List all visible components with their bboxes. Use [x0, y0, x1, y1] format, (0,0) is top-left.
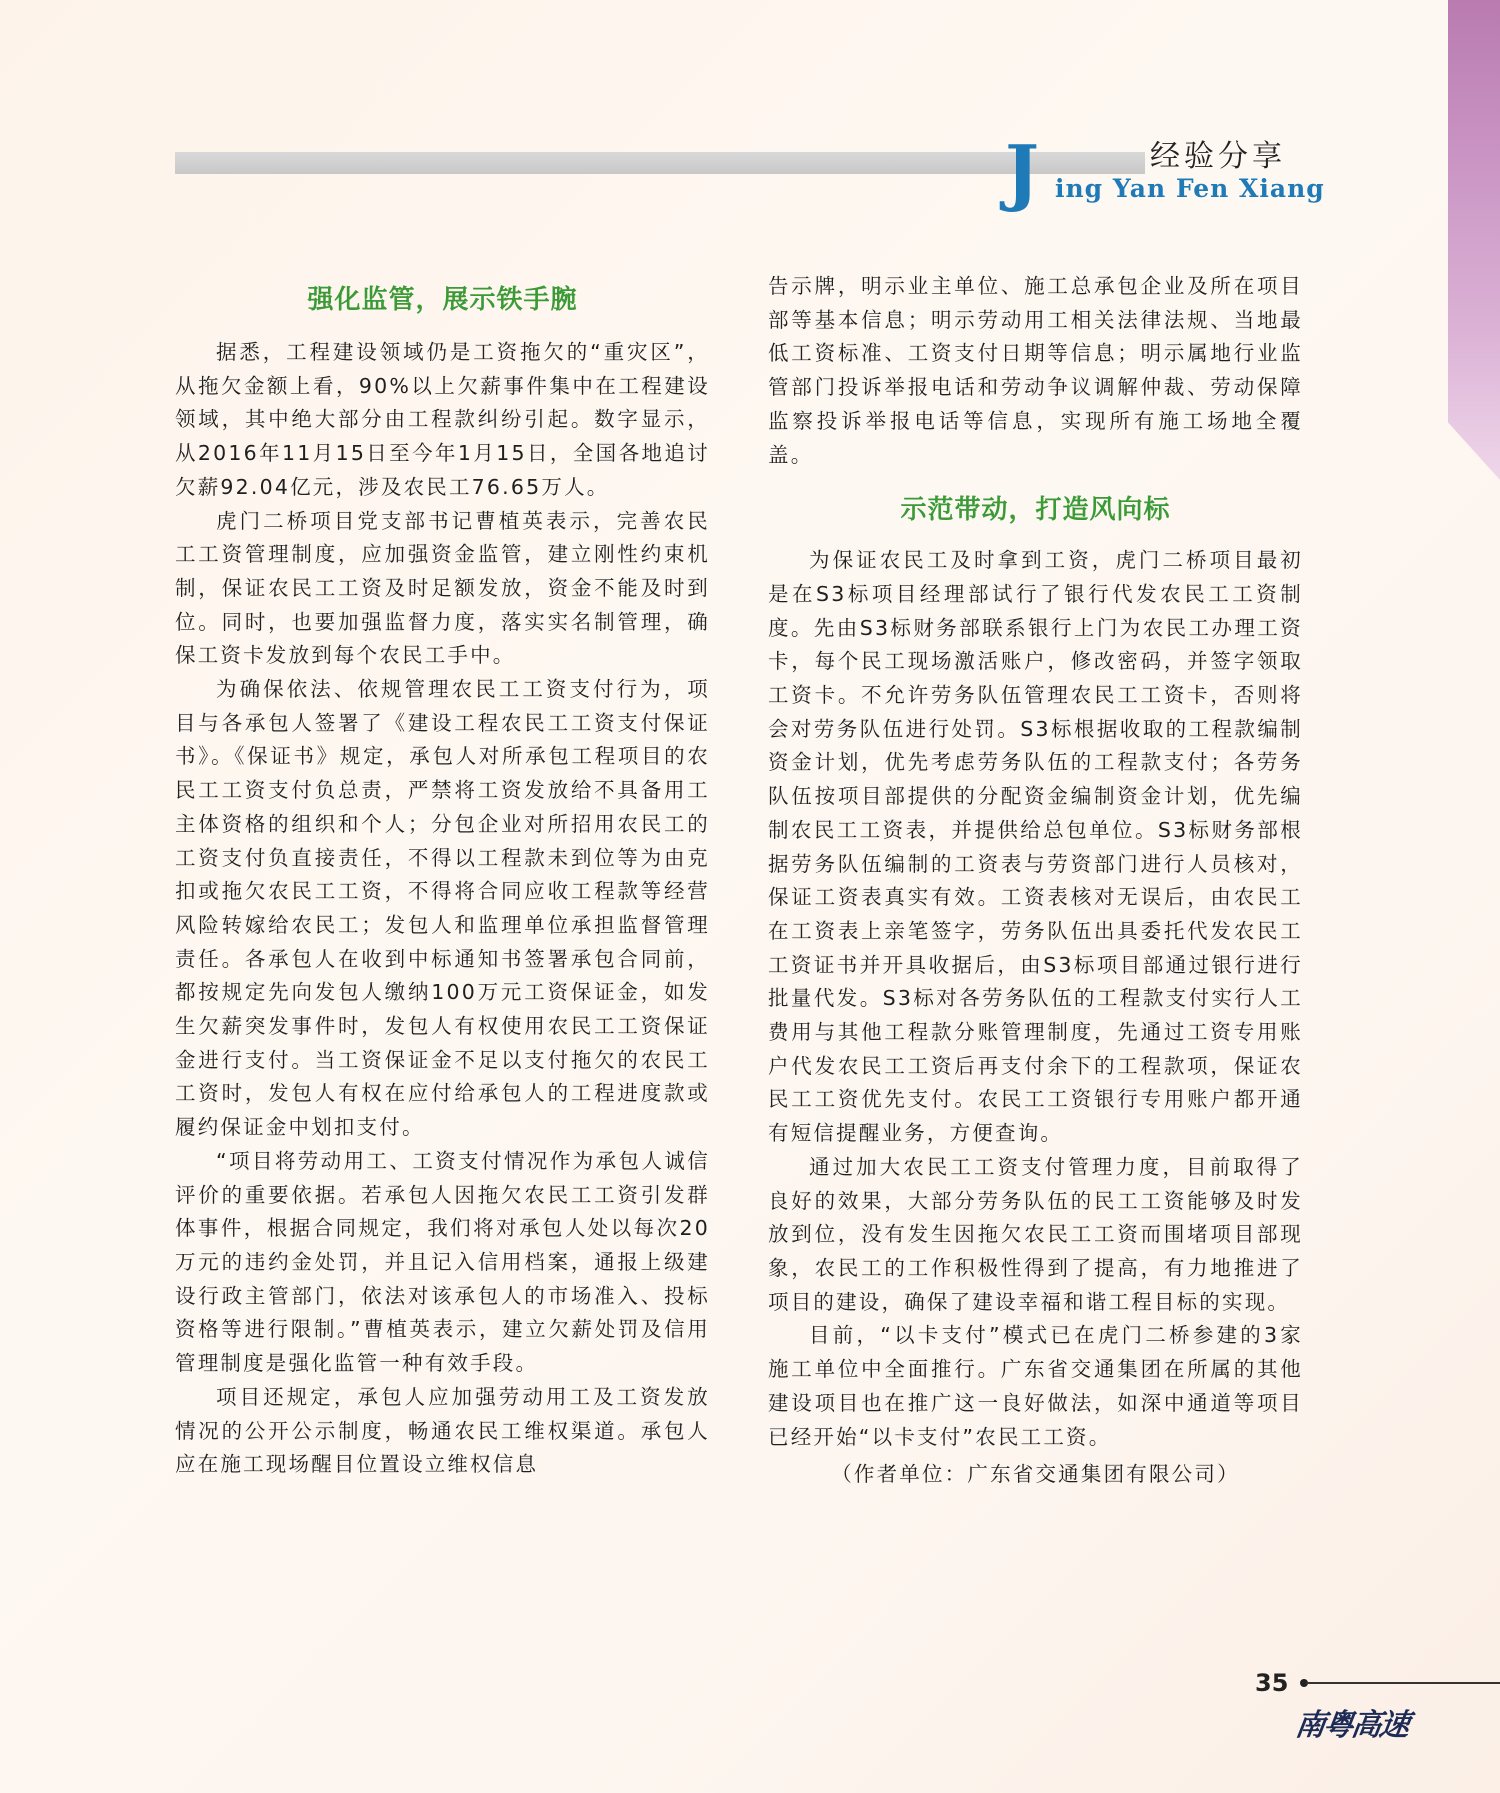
paragraph: 为保证农民工及时拿到工资，虎门二桥项目最初是在S3标项目经理部试行了银行代发农民工工资制度。先由S3标财务部联系银行上门为农民工办理工资卡，每个民工现场激活账户，修改密码，并签字领取工资卡。不允许劳务队伍管理农民工工资卡，否则将会对劳务队伍进行处罚。S3标根据收取的工程款编制资金计划，优先考虑劳务队伍的工程款支付；各劳务队伍按项目部提供的分配资金编制资金计划，优先编制农民工工资表，并提供给总包单位。S3标财务部根据劳务队伍编制的工资表与劳资部门进行人员核对，保证工资表真实有效。工资表核对无误后，由农民工在工资表上亲笔签字，劳务队伍出具委托代发农民工工资证书并开具收据后，由S3标项目部通过银行进行批量代发。S3标对各劳务队伍的工程款支付实行人工费用与其他工程款分账管理制度，先通过工资专用账户代发农民工工资后再支付余下的工程款项，保证农民工工资优先支付。农民工工资银行专用账户都开通有短信提醒业务，方便查询。: [768, 548, 1303, 1146]
section-heading-1: 强化监管，展示铁手腕: [307, 285, 578, 315]
left-column: [175, 268, 710, 1482]
section-title: 经验分享: [1150, 139, 1286, 174]
header-j-letter: J: [1005, 129, 1040, 214]
right-column: [768, 270, 1303, 1492]
paragraph: 通过加大农民工工资支付管理力度，目前取得了良好的效果，大部分劳务队伍的民工工资能够及时发放到位，没有发生因拖欠农民工工资而围堵项目部现象，农民工的工作积极性得到了提高，有力地推进了项目的建设，确保了建设幸福和谐工程目标的实现。: [768, 1154, 1303, 1314]
section-pinyin: ing Yan Fen Xiang: [1055, 174, 1325, 203]
magazine-logo: 南粤高速: [1293, 1708, 1410, 1743]
paragraph: 为确保依法、依规管理农民工工资支付行为，项目与各承包人签署了《建设工程农民工工资支付保证书》。《保证书》规定，承包人对所承包工程项目的农民工工资支付负总责，严禁将工资发放给不具备用工主体资格的组织和个人；分包企业对所招用农民工的工资支付负直接责任，不得以工程款未到位等为由克扣或拖欠农民工工资，不得将合同应收工程款等经营风险转嫁给农民工；发包人和监理单位承担监督管理责任。各承包人在收到中标通知书签署承包合同前，都按规定先向发包人缴纳100万元工资保证金，如发生欠薪突发事件时，发包人有权使用农民工工资保证金进行支付。当工资保证金不足以支付拖欠的农民工工资时，发包人有权在应付给承包人的工程进度款或履约保证金中划扣支付。: [175, 677, 710, 1140]
section-heading-2: 示范带动，打造风向标: [900, 495, 1171, 526]
paragraph: “项目将劳动用工、工资支付情况作为承包人诚信评价的重要依据。若承包人因拖欠农民工工资引发群体事件，根据合同规定，我们将对承包人处以每次20万元的违约金处罚，并且记入信用档案，通报上级建设行政主管部门，依法对该承包人的市场准入、投标资格等进行限制。”曹植英表示，建立欠薪处罚及信用管理制度是强化监管一种有效手段。: [175, 1148, 710, 1376]
paragraph: 项目还规定，承包人应加强劳动用工及工资发放情况的公开公示制度，畅通农民工维权渠道。承包人应在施工现场醒目位置设立维权信息: [175, 1384, 710, 1477]
header-bar: [175, 152, 1145, 174]
decorative-side-band: [1448, 0, 1500, 480]
paragraph-continuation: 告示牌，明示业主单位、施工总承包企业及所在项目部等基本信息；明示劳动用工相关法律法规、当地最低工资标准、工资支付日期等信息；明示属地行业监管部门投诉举报电话和劳动争议调解仲裁、劳动保障监察投诉举报电话等信息，实现所有施工场地全覆盖。: [768, 274, 1303, 467]
page-rule: [1306, 1682, 1500, 1684]
author-affiliation: （作者单位：广东省交通集团有限公司）: [831, 1462, 1240, 1487]
paragraph: 虎门二桥项目党支部书记曹植英表示，完善农民工工资管理制度，应加强资金监管，建立刚性约束机制，保证农民工工资及时足额发放，资金不能及时到位。同时，也要加强监督力度，落实实名制管理，确保工资卡发放到每个农民工手中。: [175, 508, 710, 668]
paragraph: 目前，“以卡支付”模式已在虎门二桥参建的3家施工单位中全面推行。广东省交通集团在所属的其他建设项目也在推广这一良好做法，如深中通道等项目已经开始“以卡支付”农民工工资。: [768, 1323, 1303, 1449]
page-number: 35: [1255, 1669, 1289, 1697]
paragraph: 据悉，工程建设领域仍是工资拖欠的“重灾区”，从拖欠金额上看，90%以上欠薪事件集中在工程建设领域，其中绝大部分由工程款纠纷引起。数字显示，从2016年11月15日至今年1月15日，全国各地追讨欠薪92.04亿元，涉及农民工76.65万人。: [175, 340, 710, 499]
